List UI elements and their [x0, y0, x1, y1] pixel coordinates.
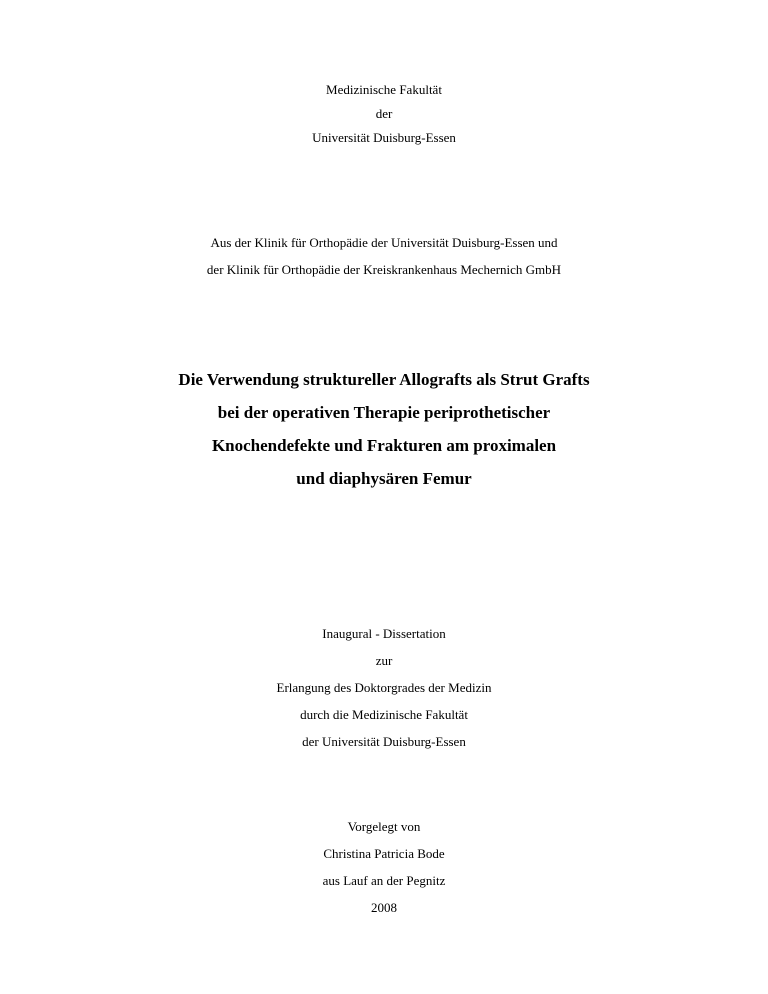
- author-origin: aus Lauf an der Pegnitz: [322, 873, 446, 888]
- dissertation-purpose: Erlangung des Doktorgrades der Medizin: [276, 680, 492, 695]
- university-name: Universität Duisburg-Essen: [312, 130, 456, 145]
- title-line-4: und diaphysären Femur: [296, 469, 472, 488]
- submitted-by-label: Vorgelegt von: [347, 819, 421, 834]
- thesis-title: [0, 363, 768, 495]
- title-line-1: Die Verwendung struktureller Allografts als Strut Grafts: [178, 370, 590, 389]
- title-line-3: Knochendefekte und Frakturen am proximalen: [211, 436, 557, 455]
- clinic-line-1: Aus der Klinik für Orthopädie der Universität Duisburg-Essen und: [210, 235, 558, 250]
- dissertation-faculty: durch die Medizinische Fakultät: [300, 707, 468, 722]
- author-info: [0, 813, 768, 921]
- author-name: Christina Patricia Bode: [323, 846, 445, 861]
- faculty-connector: der: [375, 106, 393, 121]
- faculty-name: Medizinische Fakultät: [326, 82, 442, 97]
- submission-year: 2008: [371, 900, 397, 915]
- title-line-2: bei der operativen Therapie periprothetischer: [217, 403, 551, 422]
- dissertation-statement: [0, 620, 768, 755]
- dissertation-university: der Universität Duisburg-Essen: [302, 734, 466, 749]
- dissertation-type: Inaugural - Dissertation: [322, 626, 446, 641]
- faculty-header: [0, 78, 768, 150]
- clinic-origin: [0, 229, 768, 283]
- dissertation-connector: zur: [375, 653, 393, 668]
- clinic-line-2: der Klinik für Orthopädie der Kreiskrankenhaus Mechernich GmbH: [206, 262, 562, 277]
